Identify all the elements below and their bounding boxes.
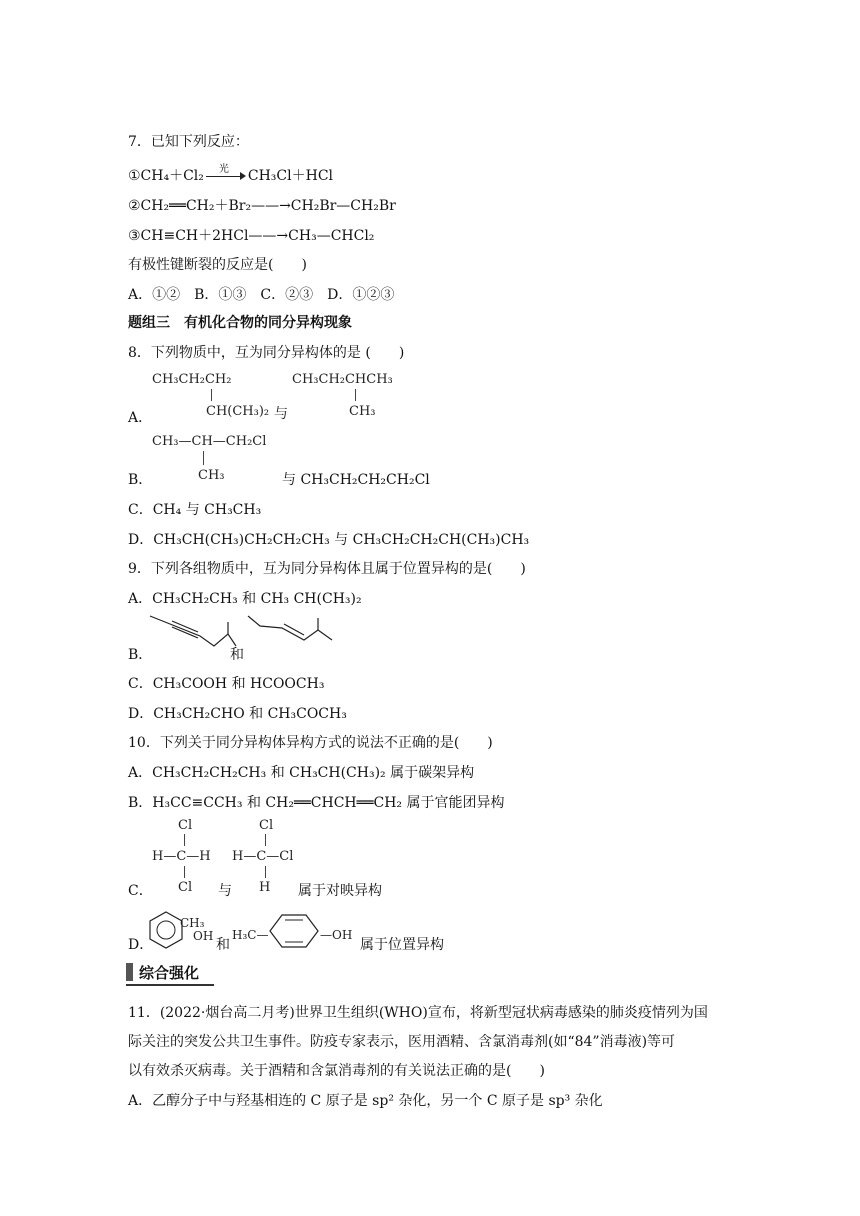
q10-c-m1-bond-down — [184, 866, 185, 878]
q10-d-oh2: —OH — [320, 928, 353, 942]
q8-b-label: B． — [128, 472, 153, 488]
q9-b-right-skeleton — [246, 614, 336, 648]
q8-b-with: 与 CH₃CH₂CH₂CH₂Cl — [282, 472, 430, 488]
q10-c-m1-mid: H—C—H — [152, 849, 211, 864]
q10-c-tail: 属于对映异构 — [298, 883, 382, 899]
q10-c-m2-bottom: H — [259, 880, 271, 895]
q8-b-top: CH₃—CH—CH₂Cl — [152, 434, 267, 449]
q10-d-h3c: H₃C— — [232, 928, 269, 942]
q8-b-bottom: CH₃ — [198, 468, 225, 483]
q10-c-label: C． — [128, 883, 153, 899]
q7-options: A．①② B．①③ C．②③ D．①②③ — [128, 287, 395, 303]
q8-a-left-bottom: CH(CH₃)₂ — [206, 404, 270, 419]
q11-line-2: 际关注的突发公共卫生事件。防疫专家表示，医用酒精、含氯消毒剂(如“84”消毒液)等可 — [128, 1034, 676, 1050]
q8-a-label: A． — [128, 410, 153, 426]
q9-option-c: C．CH₃COOH 和 HCOOCH₃ — [128, 676, 325, 692]
q9-stem: 9．下列各组物质中，互为同分异构体且属于位置异构的是( ) — [128, 561, 526, 577]
section-header — [126, 961, 205, 983]
q9-b-label: B． — [128, 647, 153, 663]
q7-r1-right: CH₃Cl＋HCl — [247, 168, 334, 184]
q9-option-d: D．CH₃CH₂CHO 和 CH₃COCH₃ — [128, 706, 347, 722]
q7-reaction-3: ③CH≡CH＋2HCl——→CH₃—CHCl₂ — [128, 228, 375, 244]
q10-d-ring-2 — [268, 912, 322, 950]
q7-r1-cond: 光 — [218, 164, 229, 175]
q8-a-left-bond — [211, 389, 212, 401]
q7-stem: 7．已知下列反应： — [128, 134, 249, 150]
q9-b-left-skeleton — [148, 614, 238, 648]
q7-reaction-1 — [128, 166, 333, 186]
group3-title: 题组三 有机化合物的同分异构现象 — [128, 315, 352, 331]
q7-ask: 有极性键断裂的反应是( ) — [128, 257, 307, 273]
q10-c-m2-bond-down — [265, 866, 266, 878]
q8-a-right-bond — [355, 389, 356, 401]
q9-option-a: A．CH₃CH₂CH₃ 和 CH₃ CH(CH₃)₂ — [128, 591, 362, 607]
q7-r1-arrow — [204, 164, 248, 183]
section-marker-icon — [126, 963, 133, 981]
q10-c-m1-top: Cl — [178, 818, 193, 833]
q10-d-ch3: CH₃ — [180, 916, 205, 930]
q10-stem: 10．下列关于同分异构体异构方式的说法不正确的是( ) — [128, 735, 493, 751]
q10-option-b: B．H₃CC≡CCH₃ 和 CH₂══CHCH══CH₂ 属于官能团异构 — [128, 795, 505, 811]
q8-a-with: 与 — [274, 406, 288, 422]
q10-d-label: D． — [128, 937, 154, 953]
q10-c-m2-bond-up — [265, 834, 266, 846]
q8-b-bond — [203, 451, 204, 465]
section-underline — [126, 984, 214, 986]
q10-option-a: A．CH₃CH₂CH₂CH₃ 和 CH₃CH(CH₃)₂ 属于碳架异构 — [128, 765, 475, 781]
q9-b-with: 和 — [230, 647, 244, 663]
q11-line-3: 以有效杀灭病毒。关于酒精和含氯消毒剂的有关说法正确的是( ) — [128, 1063, 545, 1079]
q10-c-m2-mid: H—C—Cl — [232, 849, 294, 864]
q8-a-right-bottom: CH₃ — [349, 404, 376, 419]
q10-d-with: 和 — [216, 937, 230, 953]
q8-option-c: C．CH₄ 与 CH₃CH₃ — [128, 502, 262, 518]
q10-c-m1-bottom: Cl — [178, 880, 193, 895]
q10-d-oh: OH — [193, 929, 214, 943]
q10-c-with: 与 — [218, 883, 232, 899]
q8-a-right-top: CH₃CH₂CHCH₃ — [292, 372, 393, 387]
q7-reaction-2: ②CH₂══CH₂＋Br₂——→CH₂Br—CH₂Br — [128, 198, 396, 214]
q11-option-a: A．乙醇分子中与羟基相连的 C 原子是 sp² 杂化，另一个 C 原子是 sp³ 杂化 — [128, 1093, 603, 1109]
q10-d-tail: 属于位置异构 — [360, 937, 444, 953]
q11-line-1: 11．(2022·烟台高二月考)世界卫生组织(WHO)宣布，将新型冠状病毒感染的肺炎疫情列为国 — [128, 1005, 708, 1021]
q8-stem: 8．下列物质中，互为同分异构体的是 ( ) — [128, 345, 405, 361]
q7-r1-left: ①CH₄＋Cl₂ — [128, 168, 204, 184]
q8-a-left-top: CH₃CH₂CH₂ — [152, 372, 232, 387]
section-title: 综合强化 — [139, 963, 200, 982]
q10-c-m1-bond-up — [184, 834, 185, 846]
q8-option-d: D．CH₃CH(CH₃)CH₂CH₂CH₃ 与 CH₃CH₂CH₂CH(CH₃)CH₃ — [128, 532, 530, 548]
q10-c-m2-top: Cl — [259, 818, 274, 833]
